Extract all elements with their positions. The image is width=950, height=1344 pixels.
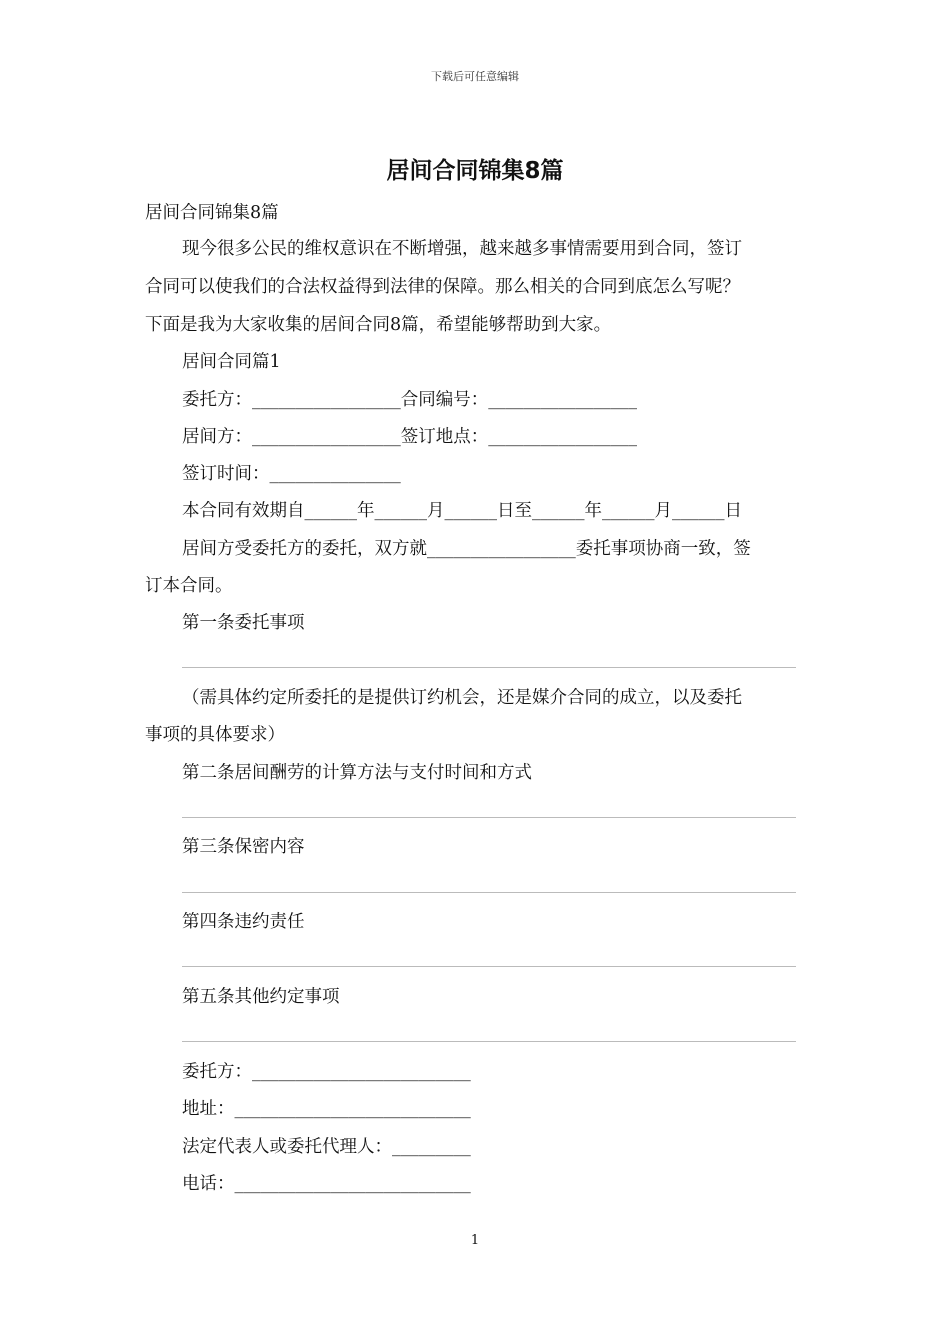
document-title: 居间合同锦集8篇 [386, 158, 564, 184]
page-header-note: 下载后可任意编辑 [431, 70, 519, 83]
intro-line: 现今很多公民的维权意识在不断增强，越来越多事情需要用到合同，签订 [182, 239, 742, 259]
intro-line: 合同可以使我们的合法权益得到法律的保障。那么相关的合同到底怎么写呢？ [145, 277, 740, 297]
field-line: 签订时间：_______________ [182, 464, 401, 484]
entrust-line: 居间方受委托方的委托，双方就_________________委托事项协商一致，签 [182, 539, 751, 559]
fill-in-rule [182, 892, 796, 893]
field-line: 居间方：_________________签订地点：_________________ [182, 427, 637, 447]
page-number: 1 [470, 1233, 480, 1248]
signature-line: 地址：___________________________ [182, 1099, 471, 1119]
article-heading: 第三条保密内容 [182, 837, 305, 857]
entrust-line: 订本合同。 [145, 576, 233, 596]
article-heading: 第五条其他约定事项 [182, 987, 340, 1007]
field-line: 委托方：_________________合同编号：_________________ [182, 390, 637, 410]
field-line: 本合同有效期自______年______月______日至______年______月______日 [182, 501, 742, 521]
intro-line: 下面是我为大家收集的居间合同8篇，希望能够帮助到大家。 [145, 315, 612, 335]
article-heading: 第一条委托事项 [182, 613, 305, 633]
article-note: 事项的具体要求） [145, 725, 285, 745]
signature-line: 电话：___________________________ [182, 1174, 471, 1194]
article-heading: 第四条违约责任 [182, 912, 305, 932]
fill-in-rule [182, 1041, 796, 1042]
fill-in-rule [182, 966, 796, 967]
document-subtitle: 居间合同锦集8篇 [145, 203, 279, 223]
signature-line: 委托方：_________________________ [182, 1062, 471, 1082]
section-heading: 居间合同篇1 [182, 352, 281, 372]
fill-in-rule [182, 817, 796, 818]
signature-line: 法定代表人或委托代理人：_________ [182, 1137, 471, 1157]
fill-in-rule [182, 667, 796, 668]
article-note: （需具体约定所委托的是提供订约机会，还是媒介合同的成立，以及委托 [182, 688, 742, 708]
article-heading: 第二条居间酬劳的计算方法与支付时间和方式 [182, 763, 532, 783]
